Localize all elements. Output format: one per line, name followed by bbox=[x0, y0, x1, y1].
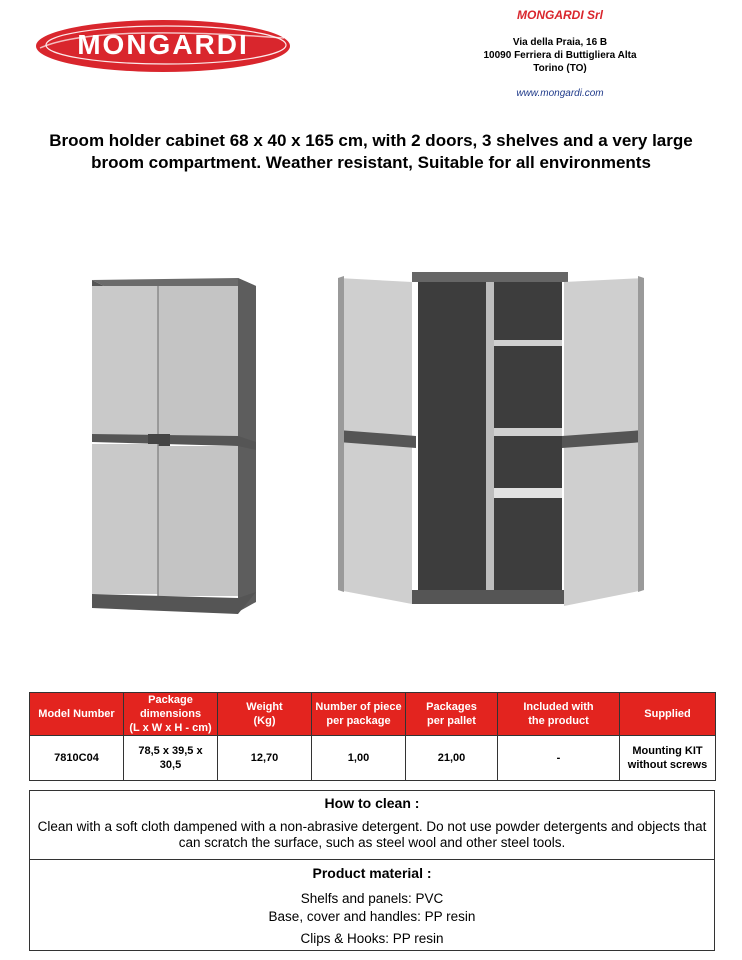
material-line1: Shelfs and panels: PVC bbox=[300, 891, 444, 906]
company-website-link[interactable]: www.mongardi.com bbox=[516, 88, 604, 99]
company-address-line3: Torino (TO) bbox=[533, 63, 587, 74]
company-address-line1: Via della Praia, 16 B bbox=[512, 37, 608, 48]
cell-supplied: Mounting KIT without screws bbox=[620, 736, 716, 781]
cell-included: - bbox=[498, 736, 620, 781]
header-pieces-per-package: Number of piece per package bbox=[312, 693, 406, 736]
logo-text: MONGARDI bbox=[77, 29, 249, 60]
cell-packages-per-pallet: 21,00 bbox=[406, 736, 498, 781]
material-line2: Base, cover and handles: PP resin bbox=[268, 909, 476, 924]
material-section bbox=[29, 859, 715, 951]
cell-pieces-per-package: 1,00 bbox=[312, 736, 406, 781]
header-included: Included with the product bbox=[498, 693, 620, 736]
header-supplied: Supplied bbox=[620, 693, 716, 736]
cleaning-text: Clean with a soft cloth dampened with a non-abrasive detergent. Do not use powder detergents and objects that can scratch the surface, such as steel wool and other steel tools. bbox=[37, 819, 707, 850]
company-name: MONGARDI Srl bbox=[516, 8, 603, 22]
header-packages-per-pallet: Packages per pallet bbox=[406, 693, 498, 736]
cell-package-dimensions: 78,5 x 39,5 x 30,5 bbox=[124, 736, 218, 781]
cell-weight: 12,70 bbox=[218, 736, 312, 781]
table-row bbox=[30, 736, 716, 781]
header-model-number: Model Number bbox=[30, 693, 124, 736]
product-title-line1: Broom holder cabinet 68 x 40 x 165 cm, with 2 doors, 3 shelves and a very large bbox=[49, 131, 693, 150]
cabinet-open-image bbox=[334, 270, 646, 612]
material-heading: Product material : bbox=[312, 865, 432, 881]
mongardi-logo bbox=[34, 18, 292, 74]
company-address-line2: 10090 Ferriera di Buttigliera Alta bbox=[483, 50, 637, 61]
cabinet-closed-image bbox=[88, 272, 258, 617]
cleaning-heading: How to clean : bbox=[324, 795, 420, 811]
header-package-dimensions: Package dimensions (L x W x H - cm) bbox=[124, 693, 218, 736]
cleaning-section bbox=[29, 790, 715, 860]
product-title-line2: broom compartment. Weather resistant, Suitable for all environments bbox=[91, 153, 651, 172]
company-info bbox=[470, 8, 650, 101]
cell-model-number: 7810C04 bbox=[30, 736, 124, 781]
header-weight: Weight (Kg) bbox=[218, 693, 312, 736]
product-title bbox=[20, 130, 722, 174]
material-line3: Clips & Hooks: PP resin bbox=[300, 931, 444, 946]
spec-table bbox=[29, 692, 716, 781]
spec-header-row bbox=[30, 693, 716, 736]
